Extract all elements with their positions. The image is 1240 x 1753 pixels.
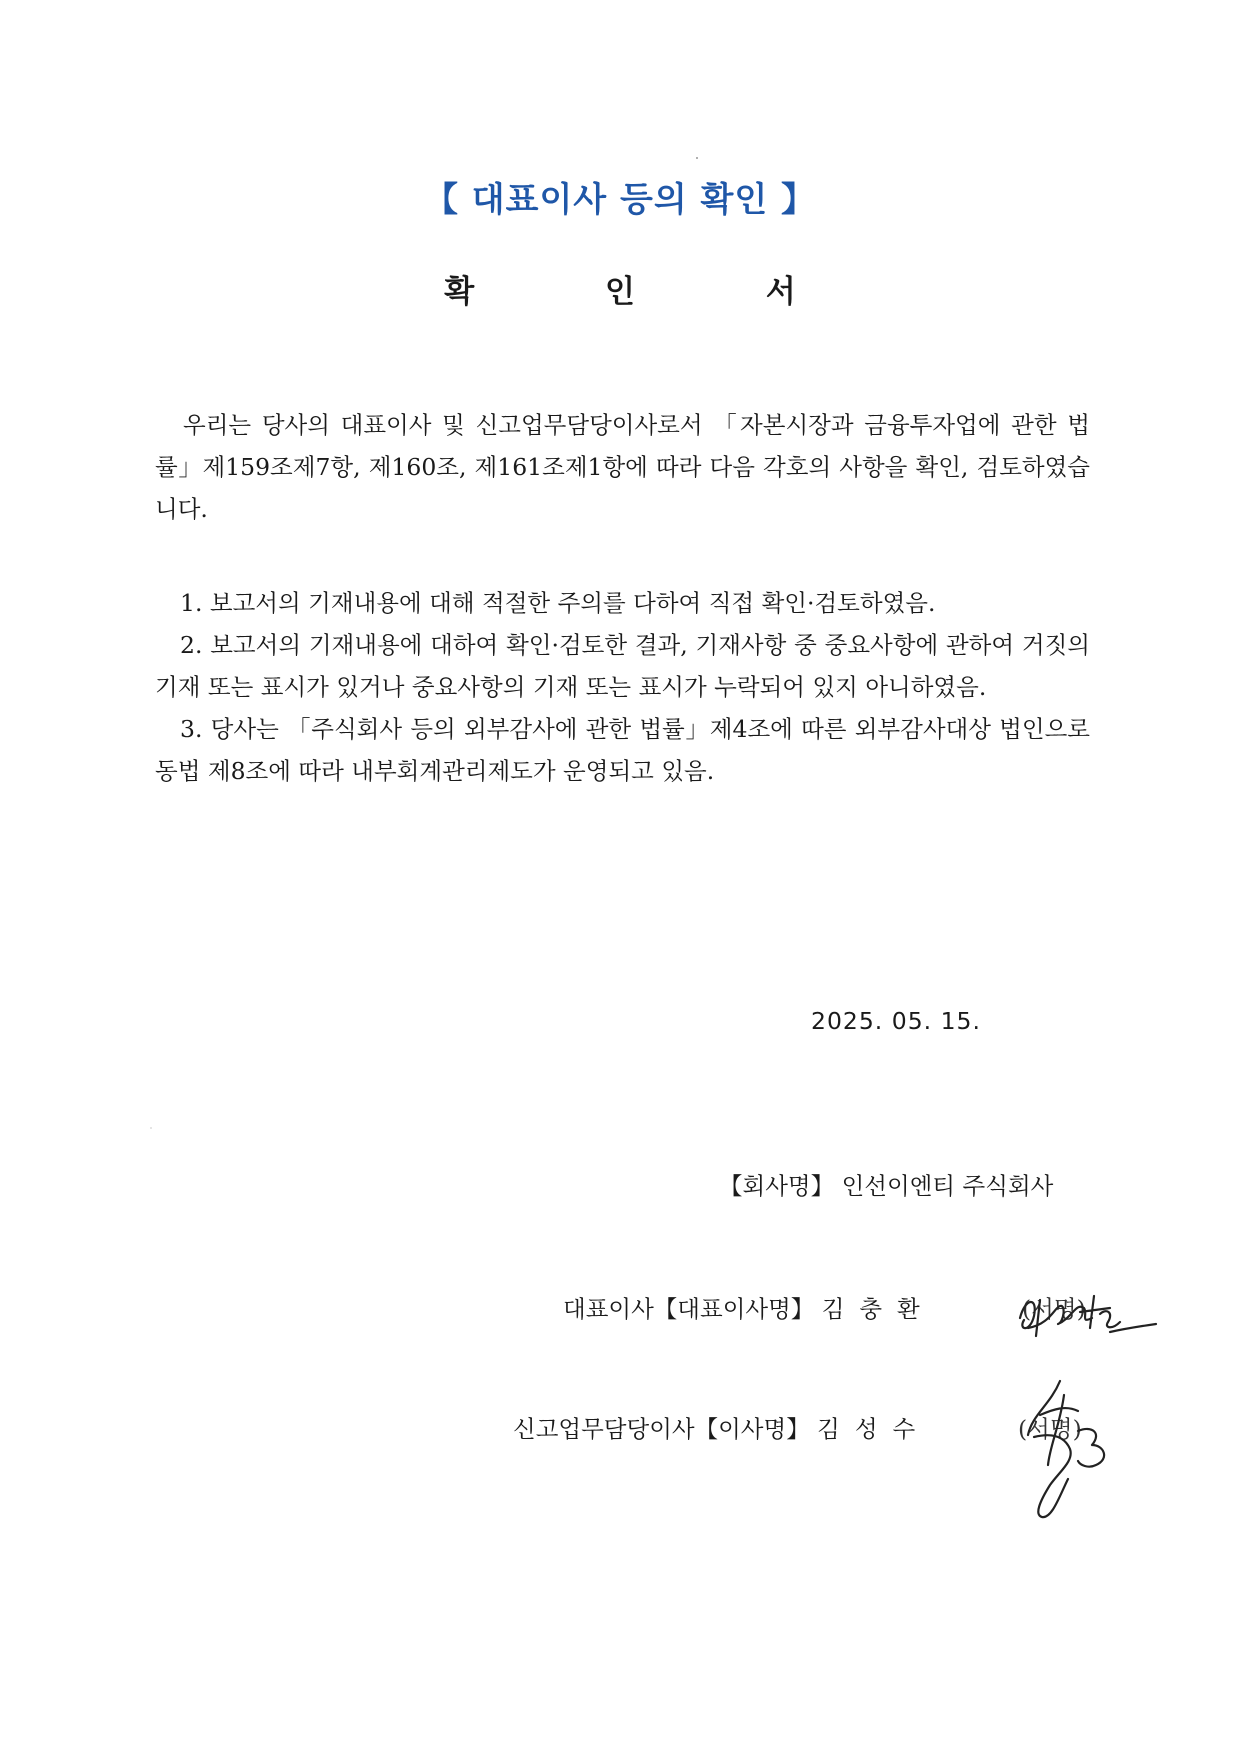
confirmation-item-1: 1. 보고서의 기재내용에 대해 적절한 주의를 다하여 직접 확인·검토하였음. [180, 589, 936, 617]
confirmation-items [155, 582, 1090, 792]
representative-signature [1010, 1278, 1160, 1348]
scan-speck [696, 157, 698, 159]
intro-paragraph: 우리는 당사의 대표이사 및 신고업무담당이사로서 「자본시장과 금융투자업에 관한 법률」제159조제7항, 제160조, 제161조제1항에 따라 다음 각호의 사항을 확인, 검토하였습니다. [155, 411, 1090, 523]
confirmation-item-2: 2. 보고서의 기재내용에 대하여 확인·검토한 결과, 기재사항 중 중요사항에 관하여 거짓의 기재 또는 표시가 있거나 중요사항의 기재 또는 표시가 누락되어 있지 아니하였음. [155, 631, 1090, 701]
officer-signature [1020, 1375, 1120, 1525]
representative-line: 대표이사【대표이사명】 김 충 환 [563, 1295, 920, 1323]
officer-line: 신고업무담당이사【이사명】 김 성 수 [513, 1415, 916, 1443]
document-title: 확 인 서 [444, 274, 856, 310]
company-name-line: 【회사명】 인선이엔티 주식회사 [719, 1172, 1054, 1200]
document-date: 2025. 05. 15. [811, 1007, 981, 1035]
document-heading: 【 대표이사 등의 확인 】 [423, 180, 817, 220]
scan-speck [150, 1127, 152, 1129]
officer-seal-label: (서명) [1018, 1415, 1082, 1443]
confirmation-item-3: 3. 당사는 「주식회사 등의 외부감사에 관한 법률」제4조에 따른 외부감사대상 법인으로 동법 제8조에 따라 내부회계관리제도가 운영되고 있음. [155, 715, 1090, 785]
representative-seal-label: (서명) [1022, 1295, 1086, 1323]
